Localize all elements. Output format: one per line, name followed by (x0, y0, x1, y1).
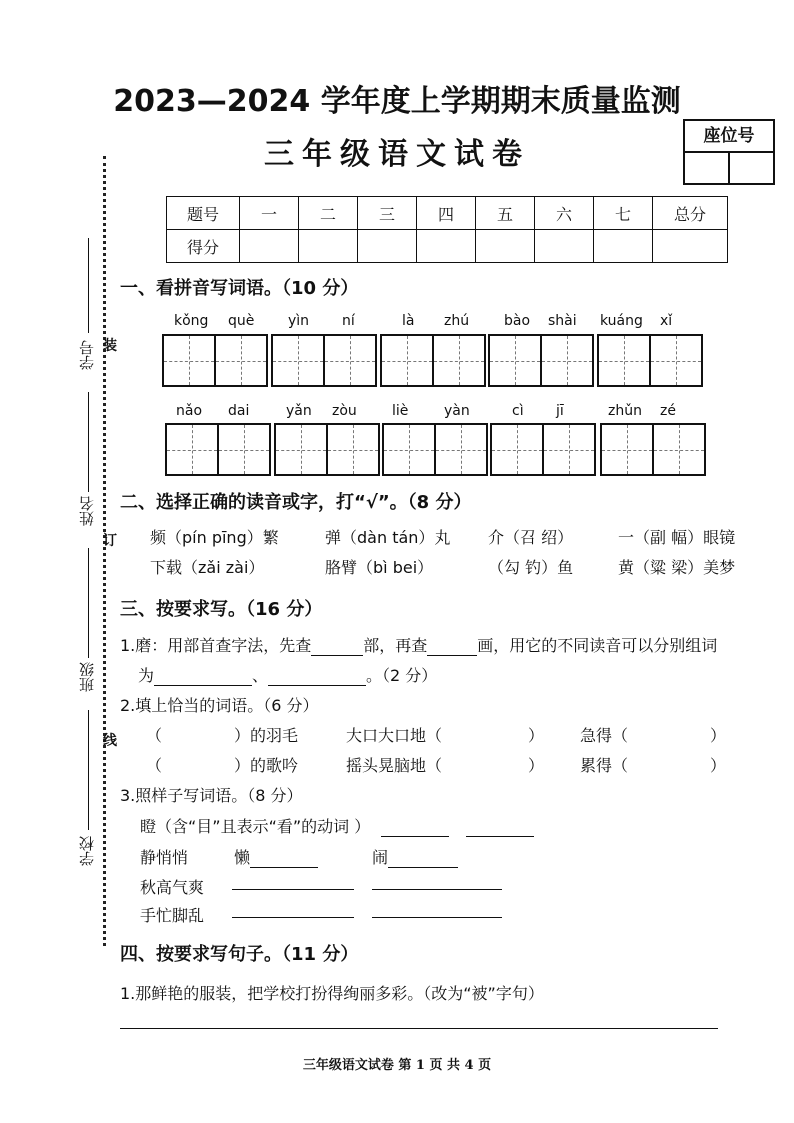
q3-2-heading: 2.填上恰当的词语。（6 分） (120, 696, 319, 715)
word-blank[interactable] (388, 849, 458, 868)
fill-text: ）的歌吟 (234, 756, 299, 775)
student-no-line (88, 238, 89, 333)
section-1-heading: 一、看拼音写词语。（10 分） (120, 278, 359, 299)
fill-text: 大口大口地（ (346, 726, 443, 745)
binding-mark-zhuang: 装 (103, 338, 117, 354)
score-header-cell: 六 (535, 197, 594, 230)
q3-3-example (140, 814, 534, 837)
word-blank[interactable] (250, 849, 318, 868)
pinyin: cì (512, 403, 524, 419)
q3-3-fill-1 (234, 845, 318, 868)
writing-grid[interactable] (271, 334, 375, 387)
seat-number-label: 座位号 (685, 121, 773, 153)
fill-bracket[interactable]: ） (710, 726, 727, 745)
word-blank[interactable] (372, 899, 502, 918)
q3-1-text-f: 。（2 分） (366, 666, 438, 685)
fill-bracket[interactable]: ） (528, 726, 545, 745)
score-header-cell: 五 (476, 197, 535, 230)
pinyin: ní (342, 313, 355, 329)
fill-bracket[interactable]: （ (146, 756, 163, 775)
name-line (88, 392, 89, 492)
q3-3-char: 闹 (372, 848, 389, 867)
word-blank[interactable] (381, 818, 449, 837)
score-header-cell: 题号 (167, 197, 240, 230)
score-header-cell: 四 (417, 197, 476, 230)
q3-3-pattern-3: 手忙脚乱 (140, 906, 205, 925)
section-2-heading: 二、选择正确的读音或字，打“√”。（8 分） (120, 492, 472, 513)
q3-1-line2 (138, 663, 437, 686)
score-header-cell: 二 (299, 197, 358, 230)
binding-mark-ding: 订 (103, 533, 117, 549)
school-label: 学校 (78, 836, 96, 866)
fill-bracket[interactable]: ） (710, 756, 727, 775)
pinyin: liè (392, 403, 409, 419)
binding-mark-xian: 线 (103, 733, 117, 749)
word-blank[interactable] (268, 667, 366, 686)
fill-text: 摇头晃脑地（ (346, 756, 443, 775)
writing-grid[interactable] (162, 334, 266, 387)
pinyin: yìn (288, 313, 310, 329)
score-header-cell: 总分 (653, 197, 728, 230)
score-cell[interactable] (417, 230, 476, 263)
pinyin: dai (228, 403, 250, 419)
fill-bracket[interactable]: ） (528, 756, 545, 775)
answer-line[interactable] (120, 1028, 718, 1029)
writing-grid[interactable] (597, 334, 701, 387)
writing-grid[interactable] (600, 423, 704, 476)
fill-bracket[interactable]: （ (146, 726, 163, 745)
pinyin: là (402, 313, 415, 329)
pinyin: kuáng (600, 313, 643, 329)
q3-3-char: 懒 (234, 848, 251, 867)
q3-3-fill-2 (372, 845, 458, 868)
score-cell[interactable] (594, 230, 653, 263)
pinyin: yǎn (286, 403, 312, 419)
student-no-label: 学号 (78, 340, 96, 370)
score-header-cell: 一 (240, 197, 299, 230)
seat-cell-1[interactable] (685, 153, 730, 183)
q3-1-text-c: 画，用它的不同读音可以分别组词 (477, 636, 718, 655)
score-header-cell: 三 (358, 197, 417, 230)
fill-text: ）的羽毛 (234, 726, 299, 745)
writing-grid[interactable] (380, 334, 484, 387)
radical-blank[interactable] (311, 637, 363, 656)
score-cell[interactable] (535, 230, 594, 263)
writing-grid[interactable] (165, 423, 269, 476)
stroke-blank[interactable] (427, 637, 477, 656)
score-cell[interactable] (358, 230, 417, 263)
class-label: 班级 (78, 662, 96, 692)
q3-1-text-d: 为 (138, 666, 155, 685)
fill-text: 急得（ (580, 726, 629, 745)
seat-number-box (683, 119, 775, 185)
name-label: 姓名 (78, 496, 96, 526)
writing-grid[interactable] (490, 423, 594, 476)
choice-item[interactable]: （勾 钓）鱼 (488, 558, 574, 577)
q3-1-line1 (120, 633, 717, 656)
pinyin: què (228, 313, 255, 329)
choice-item[interactable]: 一（副 幅）眼镜 (618, 528, 736, 547)
choice-item[interactable]: 胳臂（bì bei） (325, 558, 434, 577)
pinyin: xǐ (660, 313, 673, 329)
school-line (88, 710, 89, 830)
page-footer: 三年级语文试卷 第 1 页 共 4 页 (302, 1058, 492, 1073)
fill-text: 累得（ (580, 756, 629, 775)
exam-title: 2023—2024 学年度上学期期末质量监测 (113, 84, 681, 119)
q3-3-pattern-2: 秋高气爽 (140, 878, 205, 897)
q3-3-heading: 3.照样子写词语。（8 分） (120, 786, 303, 805)
choice-item[interactable]: 介（召 绍） (488, 528, 574, 547)
pinyin: bào (504, 313, 531, 329)
pinyin: zé (660, 403, 676, 419)
q3-3-pattern-1: 静悄悄 (140, 848, 189, 867)
score-table (166, 196, 728, 263)
word-blank[interactable] (154, 667, 252, 686)
word-blank[interactable] (466, 818, 534, 837)
pinyin: zòu (332, 403, 357, 419)
choice-item[interactable]: 下载（zǎi zài） (150, 558, 265, 577)
score-row-label: 得分 (167, 230, 240, 263)
writing-grid[interactable] (274, 423, 378, 476)
choice-item[interactable]: 频（pín pīng）繁 (150, 528, 279, 547)
section-3-heading: 三、按要求写。（16 分） (120, 599, 323, 620)
pinyin: kǒng (174, 313, 209, 329)
pinyin: yàn (444, 403, 470, 419)
score-row (167, 230, 728, 263)
section-4-heading: 四、按要求写句子。（11 分） (120, 944, 359, 965)
q3-3-example-text: 瞪（含“目”且表示“看”的动词 ） (140, 817, 371, 836)
class-line (88, 548, 89, 658)
word-blank[interactable] (232, 871, 354, 890)
pinyin: zhú (444, 313, 470, 329)
pinyin: shài (548, 313, 577, 329)
q3-1-text-e: 、 (252, 666, 269, 685)
pinyin: nǎo (176, 403, 203, 419)
score-cell[interactable] (240, 230, 299, 263)
writing-grid[interactable] (488, 334, 592, 387)
q4-1-text: 1.那鲜艳的服装，把学校打扮得绚丽多彩。（改为“被”字句） (120, 984, 544, 1003)
score-cell[interactable] (476, 230, 535, 263)
score-header-cell: 七 (594, 197, 653, 230)
pinyin: jī (556, 403, 564, 419)
choice-item[interactable]: 弹（dàn tán）丸 (325, 528, 451, 547)
exam-subtitle: 三年级语文试卷 (264, 137, 530, 172)
score-cell[interactable] (299, 230, 358, 263)
choice-item[interactable]: 黄（粱 梁）美梦 (618, 558, 736, 577)
word-blank[interactable] (372, 871, 502, 890)
binding-dotted-line (103, 156, 106, 946)
pinyin: zhǔn (608, 403, 642, 419)
writing-grid[interactable] (382, 423, 486, 476)
q3-1-text-a: 1.磨：用部首查字法，先查 (120, 636, 312, 655)
score-cell[interactable] (653, 230, 728, 263)
q3-1-text-b: 部，再查 (363, 636, 428, 655)
seat-cell-2[interactable] (730, 153, 773, 183)
score-header-row (167, 197, 728, 230)
word-blank[interactable] (232, 899, 354, 918)
